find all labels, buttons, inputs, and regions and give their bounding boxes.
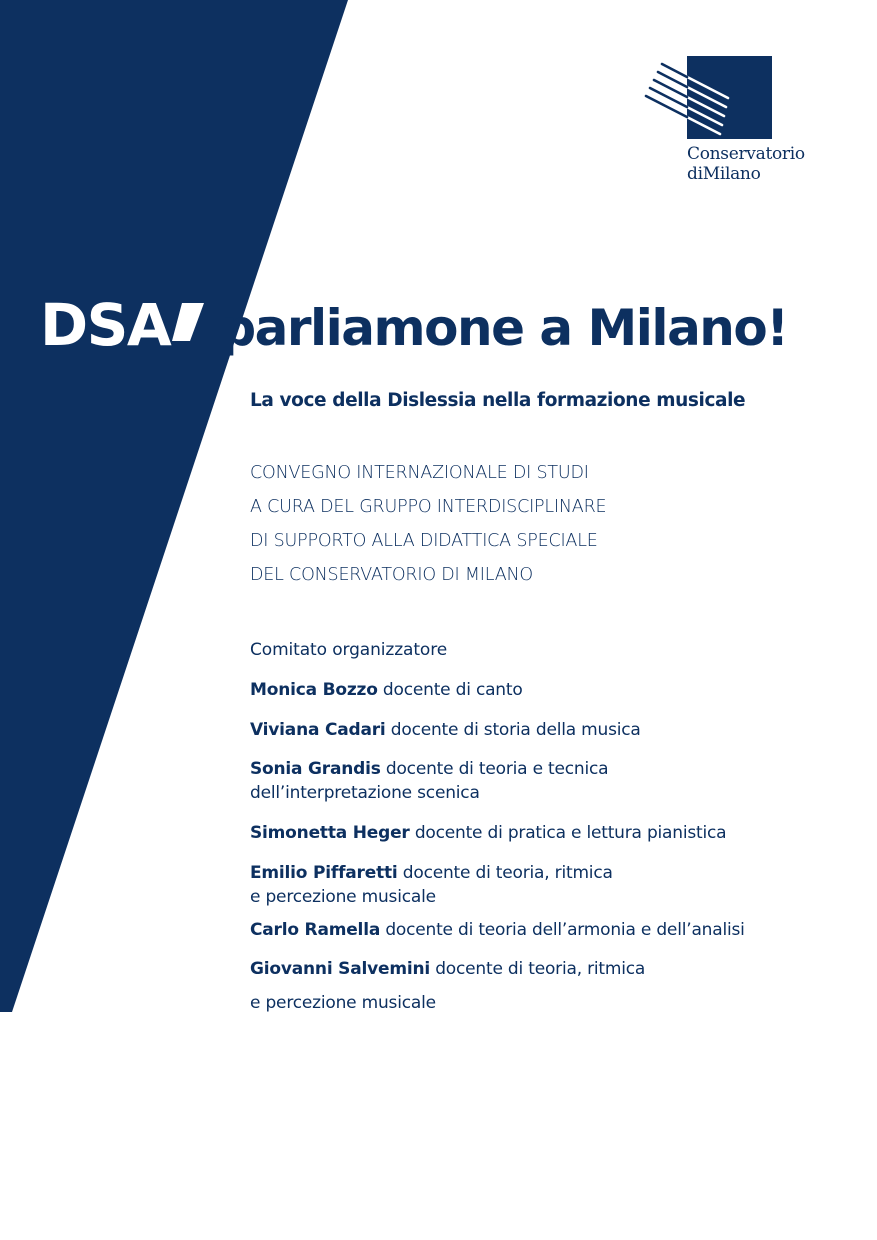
logo-line-2: diMilano bbox=[687, 164, 761, 184]
convegno-line: DI SUPPORTO ALLA DIDATTICA SPECIALE bbox=[250, 531, 598, 551]
member-role-continued: e percezione musicale bbox=[250, 887, 436, 907]
page-title bbox=[40, 285, 788, 368]
logo-wordmark bbox=[687, 144, 805, 184]
title-dsa: DSA bbox=[40, 291, 171, 359]
logo-line-1: Conservatorio bbox=[687, 144, 805, 164]
member-role-continued: dell’interpretazione scenica bbox=[250, 783, 480, 803]
committee-member bbox=[250, 757, 608, 805]
member-role: docente di canto bbox=[382, 680, 523, 700]
member-name: Giovanni Salvemini bbox=[250, 959, 430, 979]
member-role: docente di teoria e tecnica bbox=[385, 759, 609, 779]
title-rest: parliamone a Milano! bbox=[220, 299, 788, 357]
member-role: docente di pratica e lettura pianistica bbox=[414, 823, 727, 843]
committee-member bbox=[250, 718, 641, 742]
member-name: Sonia Grandis bbox=[250, 759, 381, 779]
member-name: Viviana Cadari bbox=[250, 720, 386, 740]
committee-member-continued bbox=[250, 991, 436, 1015]
convegno-line: A CURA DEL GRUPPO INTERDISCIPLINARE bbox=[250, 497, 607, 517]
subtitle: La voce della Dislessia nella formazione musicale bbox=[250, 390, 746, 411]
committee-heading: Comitato organizzatore bbox=[250, 640, 448, 660]
convegno-line: DEL CONSERVATORIO DI MILANO bbox=[250, 565, 533, 585]
member-name: Simonetta Heger bbox=[250, 823, 410, 843]
member-name: Monica Bozzo bbox=[250, 680, 378, 700]
committee-member bbox=[250, 678, 523, 702]
convegno-line: CONVEGNO INTERNAZIONALE DI STUDI bbox=[250, 463, 589, 483]
committee-member bbox=[250, 861, 613, 909]
member-name: Emilio Piffaretti bbox=[250, 863, 398, 883]
member-name: Carlo Ramella bbox=[250, 920, 381, 940]
member-role: docente di teoria, ritmica bbox=[402, 863, 613, 883]
committee-member bbox=[250, 821, 726, 845]
comma-mark-icon bbox=[172, 293, 204, 345]
member-role-continued: e percezione musicale bbox=[250, 993, 436, 1013]
conservatorio-lines-logo-icon bbox=[640, 52, 830, 142]
member-role: docente di storia della musica bbox=[390, 720, 641, 740]
committee-member bbox=[250, 918, 745, 942]
member-role: docente di teoria dell’armonia e dell’analisi bbox=[385, 920, 745, 940]
member-role: docente di teoria, ritmica bbox=[435, 959, 646, 979]
committee-member bbox=[250, 957, 645, 981]
conservatorio-logo bbox=[640, 52, 830, 192]
convegno-description bbox=[250, 456, 606, 592]
